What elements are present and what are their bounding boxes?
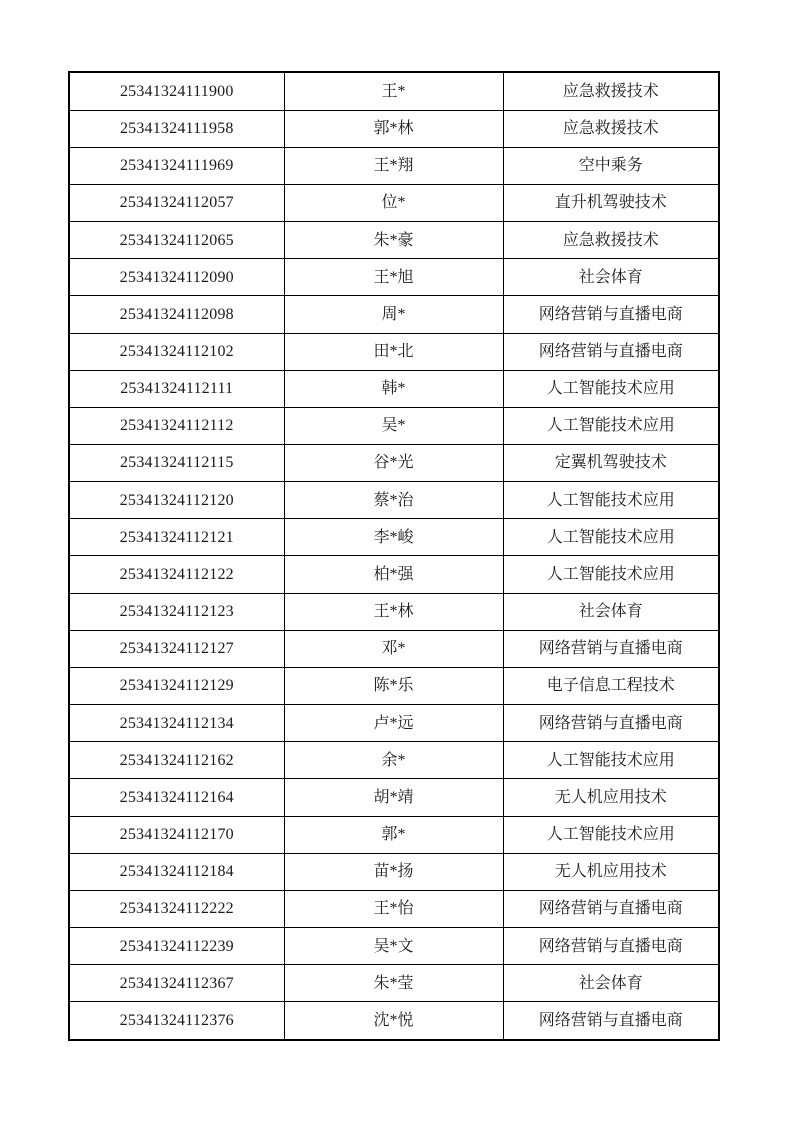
candidate-major-cell: 网络营销与直播电商 — [503, 333, 719, 370]
table-row — [69, 296, 719, 333]
table-row — [69, 407, 719, 444]
table-row — [69, 519, 719, 556]
candidate-major-cell: 直升机驾驶技术 — [503, 184, 719, 221]
candidate-name-cell: 邓* — [284, 630, 503, 667]
table-row — [69, 110, 719, 147]
table-row — [69, 742, 719, 779]
candidate-name-cell: 谷*光 — [284, 444, 503, 481]
candidate-name-cell: 王* — [284, 72, 503, 110]
candidate-id-cell: 25341324112222 — [69, 890, 284, 927]
table-row — [69, 482, 719, 519]
candidate-table — [68, 71, 720, 1041]
candidate-major-cell: 定翼机驾驶技术 — [503, 444, 719, 481]
candidate-major-cell: 应急救援技术 — [503, 110, 719, 147]
candidate-id-cell: 25341324112123 — [69, 593, 284, 630]
candidate-id-cell: 25341324111969 — [69, 147, 284, 184]
candidate-name-cell: 吴* — [284, 407, 503, 444]
candidate-major-cell: 社会体育 — [503, 965, 719, 1002]
table-row — [69, 630, 719, 667]
table-row — [69, 593, 719, 630]
candidate-name-cell: 郭*林 — [284, 110, 503, 147]
candidate-major-cell: 人工智能技术应用 — [503, 816, 719, 853]
candidate-id-cell: 25341324111900 — [69, 72, 284, 110]
candidate-id-cell: 25341324112102 — [69, 333, 284, 370]
table-row — [69, 222, 719, 259]
candidate-name-cell: 位* — [284, 184, 503, 221]
candidate-id-cell: 25341324112239 — [69, 928, 284, 965]
table-row — [69, 333, 719, 370]
candidate-id-cell: 25341324111958 — [69, 110, 284, 147]
candidate-name-cell: 李*峻 — [284, 519, 503, 556]
candidate-name-cell: 韩* — [284, 370, 503, 407]
table-row — [69, 556, 719, 593]
candidate-id-cell: 25341324112122 — [69, 556, 284, 593]
candidate-id-cell: 25341324112090 — [69, 259, 284, 296]
candidate-major-cell: 应急救援技术 — [503, 72, 719, 110]
candidate-id-cell: 25341324112127 — [69, 630, 284, 667]
candidate-major-cell: 无人机应用技术 — [503, 779, 719, 816]
candidate-major-cell: 网络营销与直播电商 — [503, 705, 719, 742]
candidate-id-cell: 25341324112134 — [69, 705, 284, 742]
candidate-major-cell: 网络营销与直播电商 — [503, 928, 719, 965]
candidate-major-cell: 人工智能技术应用 — [503, 742, 719, 779]
table-row — [69, 667, 719, 704]
candidate-id-cell: 25341324112057 — [69, 184, 284, 221]
candidate-name-cell: 朱*莹 — [284, 965, 503, 1002]
table-row — [69, 779, 719, 816]
candidate-name-cell: 沈*悦 — [284, 1002, 503, 1040]
candidate-id-cell: 25341324112121 — [69, 519, 284, 556]
candidate-name-cell: 郭* — [284, 816, 503, 853]
table-row — [69, 259, 719, 296]
candidate-major-cell: 社会体育 — [503, 593, 719, 630]
candidate-id-cell: 25341324112367 — [69, 965, 284, 1002]
candidate-name-cell: 卢*远 — [284, 705, 503, 742]
candidate-major-cell: 人工智能技术应用 — [503, 370, 719, 407]
candidate-major-cell: 应急救援技术 — [503, 222, 719, 259]
candidate-id-cell: 25341324112111 — [69, 370, 284, 407]
candidate-major-cell: 人工智能技术应用 — [503, 407, 719, 444]
table-row — [69, 184, 719, 221]
table-row — [69, 1002, 719, 1040]
table-row — [69, 444, 719, 481]
candidate-name-cell: 余* — [284, 742, 503, 779]
table-row — [69, 928, 719, 965]
candidate-major-cell: 人工智能技术应用 — [503, 556, 719, 593]
candidate-major-cell: 人工智能技术应用 — [503, 519, 719, 556]
candidate-name-cell: 朱*豪 — [284, 222, 503, 259]
candidate-name-cell: 吴*文 — [284, 928, 503, 965]
candidate-name-cell: 田*北 — [284, 333, 503, 370]
candidate-major-cell: 社会体育 — [503, 259, 719, 296]
candidate-name-cell: 王*怡 — [284, 890, 503, 927]
candidate-id-cell: 25341324112164 — [69, 779, 284, 816]
candidate-name-cell: 苗*扬 — [284, 853, 503, 890]
candidate-major-cell: 人工智能技术应用 — [503, 482, 719, 519]
candidate-major-cell: 空中乘务 — [503, 147, 719, 184]
candidate-name-cell: 王*林 — [284, 593, 503, 630]
candidate-id-cell: 25341324112065 — [69, 222, 284, 259]
candidate-major-cell: 网络营销与直播电商 — [503, 296, 719, 333]
candidate-name-cell: 蔡*治 — [284, 482, 503, 519]
candidate-id-cell: 25341324112112 — [69, 407, 284, 444]
table-row — [69, 853, 719, 890]
table-row — [69, 370, 719, 407]
table-row — [69, 147, 719, 184]
candidate-name-cell: 陈*乐 — [284, 667, 503, 704]
candidate-major-cell: 网络营销与直播电商 — [503, 1002, 719, 1040]
candidate-name-cell: 胡*靖 — [284, 779, 503, 816]
candidate-id-cell: 25341324112184 — [69, 853, 284, 890]
candidate-id-cell: 25341324112170 — [69, 816, 284, 853]
table-row — [69, 890, 719, 927]
table-row — [69, 705, 719, 742]
candidate-major-cell: 网络营销与直播电商 — [503, 630, 719, 667]
candidate-id-cell: 25341324112162 — [69, 742, 284, 779]
candidate-major-cell: 无人机应用技术 — [503, 853, 719, 890]
candidate-id-cell: 25341324112376 — [69, 1002, 284, 1040]
candidate-name-cell: 王*旭 — [284, 259, 503, 296]
candidate-name-cell: 王*翔 — [284, 147, 503, 184]
candidate-name-cell: 周* — [284, 296, 503, 333]
table-row — [69, 816, 719, 853]
candidate-major-cell: 电子信息工程技术 — [503, 667, 719, 704]
candidate-id-cell: 25341324112115 — [69, 444, 284, 481]
table-row — [69, 965, 719, 1002]
candidate-id-cell: 25341324112098 — [69, 296, 284, 333]
table-body — [69, 72, 719, 1040]
candidate-name-cell: 柏*强 — [284, 556, 503, 593]
candidate-major-cell: 网络营销与直播电商 — [503, 890, 719, 927]
candidate-id-cell: 25341324112120 — [69, 482, 284, 519]
candidate-id-cell: 25341324112129 — [69, 667, 284, 704]
table-row — [69, 72, 719, 110]
